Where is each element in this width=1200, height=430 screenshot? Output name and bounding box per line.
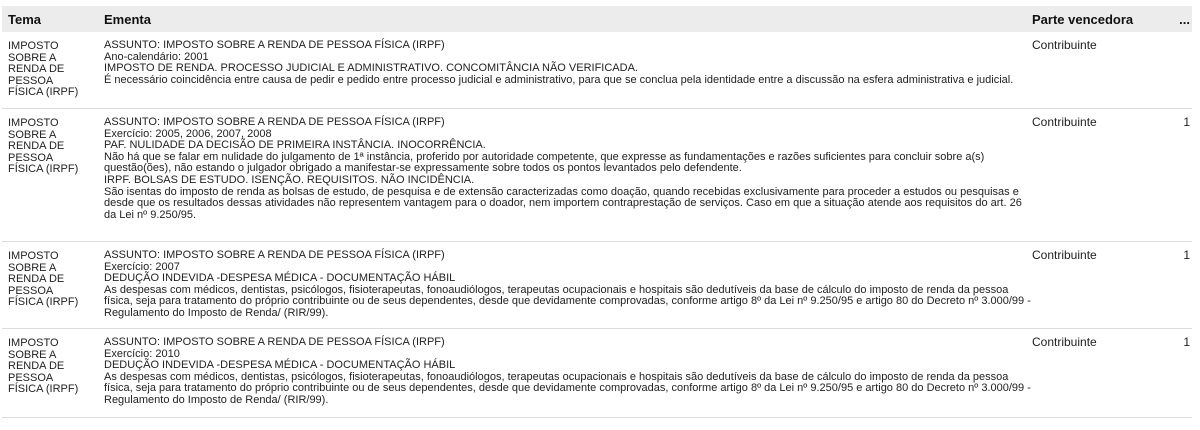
row-ementa [104, 117, 1032, 221]
row-extra: 1 [1183, 335, 1190, 349]
ementa-line: DEDUÇÃO INDEVIDA -DESPESA MÉDICA - DOCUMENTAÇÃO HÁBIL [104, 272, 456, 285]
ementa-line: ASSUNTO: IMPOSTO SOBRE A RENDA DE PESSOA FÍSICA (IRPF) [104, 116, 445, 128]
row-ementa [104, 40, 1032, 86]
ementa-line: Exercício: 2010 [104, 347, 180, 360]
row-parte-vencedora: Contribuinte [1032, 335, 1097, 349]
row-parte-vencedora: Contribuinte [1032, 248, 1097, 262]
ementa-line: ASSUNTO: IMPOSTO SOBRE A RENDA DE PESSOA FÍSICA (IRPF) [104, 336, 445, 348]
ementa-line: Não há que se falar em nulidade do julgamento de 1ª instância, proferido por autoridade competente, que expresse as fundamentações e razões suficientes para concluir sobre a(s) questão(ões), não estando o julgador obrigado a manifestar-se expressamente sobre todos os pontos levantados pelo defendente. [104, 150, 985, 175]
ementa-line: DEDUÇÃO INDEVIDA -DESPESA MÉDICA - DOCUMENTAÇÃO HÁBIL [104, 359, 456, 372]
table-row[interactable] [2, 109, 1192, 242]
ementa-line: Exercício: 2005, 2006, 2007, 2008 [104, 127, 272, 140]
results-table [2, 6, 1192, 418]
table-row[interactable] [2, 242, 1192, 329]
header-tema[interactable]: Tema [8, 11, 41, 27]
row-ementa [104, 250, 1032, 320]
ementa-line: Ano-calendário: 2001 [104, 50, 209, 63]
row-tema: IMPOSTO SOBRE A RENDA DE PESSOA FÍSICA (IRPF) [8, 337, 79, 396]
row-parte-vencedora: Contribuinte [1032, 38, 1097, 52]
header-more-columns[interactable]: ... [1179, 11, 1190, 27]
row-ementa [104, 337, 1032, 407]
row-tema: IMPOSTO SOBRE A RENDA DE PESSOA FÍSICA (IRPF) [8, 250, 79, 309]
row-parte-vencedora: Contribuinte [1032, 115, 1097, 129]
ementa-line: É necessário coincidência entre causa de pedir e pedido entre processo judicial e administrativo, para que se conclua pela identidade entre a discussão na esfera administrativa e judicial. [104, 73, 1014, 86]
ementa-line: IRPF. BOLSAS DE ESTUDO. ISENÇÃO. REQUISITOS. NÃO INCIDÊNCIA. [104, 173, 475, 186]
table-row[interactable] [2, 32, 1192, 109]
ementa-line: As despesas com médicos, dentistas, psicólogos, fisioterapeutas, fonoaudiólogos, terapeutas ocupacionais e hospitais são dedutíveis da base de cálculo do imposto de renda da pessoa física, seja para tratamento do próprio contribuinte ou de seus dependentes, desde que devidamente comprovadas, conforme artigo 8º da Lei nº 9.250/95 e artigo 80 do Decreto nº 3.000/99 - Regulamento do Imposto de Renda/ (RIR/99). [104, 370, 1031, 406]
header-ementa[interactable]: Ementa [104, 11, 151, 27]
ementa-line: São isentas do imposto de renda as bolsas de estudo, de pesquisa e de extensão caracterizadas como doação, quando recebidas exclusivamente para proceder a estudos ou pesquisas e desde que os resultados dessas atividades não representem vantagem para o doador, nem importem contraprestação de serviços. Caso em que a situação atende aos requisitos do art. 26 da Lei nº 9.250/95. [104, 185, 1022, 221]
ementa-line: ASSUNTO: IMPOSTO SOBRE A RENDA DE PESSOA FÍSICA (IRPF) [104, 249, 445, 261]
ementa-line: ASSUNTO: IMPOSTO SOBRE A RENDA DE PESSOA FÍSICA (IRPF) [104, 39, 445, 51]
header-parte-vencedora[interactable]: Parte vencedora [1032, 11, 1134, 27]
table-header [2, 6, 1192, 32]
ementa-line: As despesas com médicos, dentistas, psicólogos, fisioterapeutas, fonoaudiólogos, terapeutas ocupacionais e hospitais são dedutíveis da base de cálculo do imposto de renda da pessoa física, seja para tratamento do próprio contribuinte ou de seus dependentes, desde que devidamente comprovadas, conforme artigo 8º da Lei nº 9.250/95 e artigo 80 do Decreto nº 3.000/99 - Regulamento do Imposto de Renda/ (RIR/99). [104, 283, 1031, 319]
row-tema: IMPOSTO SOBRE A RENDA DE PESSOA FÍSICA (IRPF) [8, 40, 79, 99]
row-tema: IMPOSTO SOBRE A RENDA DE PESSOA FÍSICA (IRPF) [8, 117, 79, 176]
table-row[interactable] [2, 329, 1192, 418]
ementa-line: PAF. NULIDADE DA DECISÃO DE PRIMEIRA INSTÂNCIA. INOCORRÊNCIA. [104, 139, 486, 152]
ementa-line: IMPOSTO DE RENDA. PROCESSO JUDICIAL E ADMINISTRATIVO. CONCOMITÂNCIA NÃO VERIFICADA. [104, 62, 638, 75]
ementa-line: Exercício: 2007 [104, 260, 180, 273]
row-extra: 1 [1183, 248, 1190, 262]
row-extra: 1 [1183, 115, 1190, 129]
